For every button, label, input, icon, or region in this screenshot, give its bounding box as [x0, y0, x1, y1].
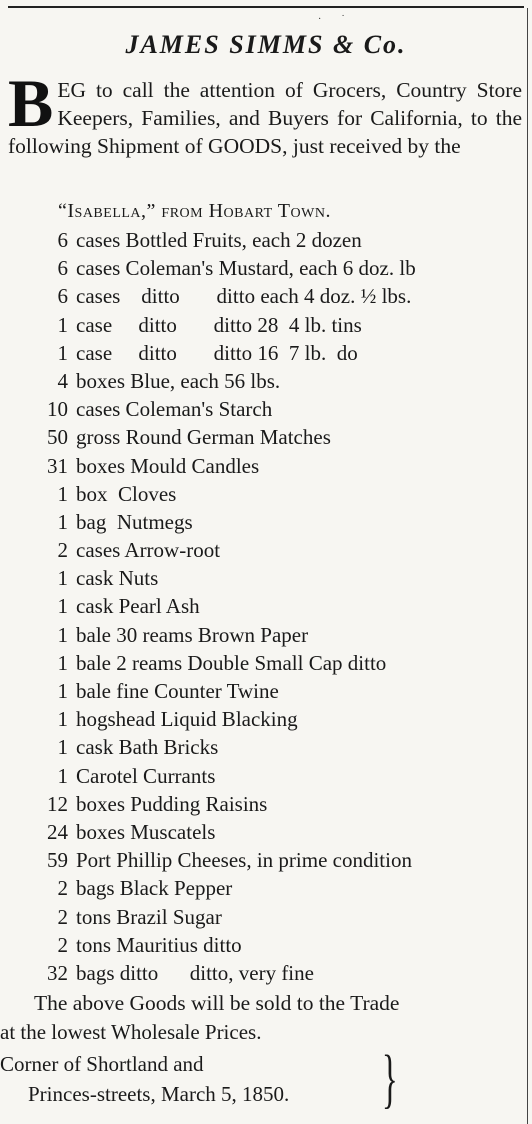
- item-description: cases Coleman's Starch: [76, 397, 273, 422]
- goods-item: [0, 649, 532, 677]
- goods-item: [0, 282, 532, 310]
- goods-item: [0, 733, 532, 761]
- item-description: case ditto ditto 16 7 lb. do: [76, 340, 358, 365]
- item-quantity: 1: [57, 312, 68, 337]
- item-quantity: 1: [57, 566, 68, 591]
- item-quantity: 1: [57, 735, 68, 760]
- address-line-1: Corner of Shortland and: [0, 1052, 204, 1077]
- goods-item: [0, 452, 532, 480]
- item-description: case ditto ditto 28 4 lb. tins: [76, 312, 362, 337]
- item-quantity: 59: [47, 848, 68, 873]
- item-quantity: 12: [47, 791, 68, 816]
- item-description: Port Phillip Cheeses, in prime condition: [76, 848, 412, 873]
- item-description: Carotel Currants: [76, 763, 216, 788]
- item-description: gross Round German Matches: [76, 425, 331, 450]
- item-description: cask Pearl Ash: [76, 594, 200, 619]
- item-quantity: 32: [47, 960, 68, 985]
- shipment-quote: “Isabella,” from Hobart Town.: [58, 200, 331, 222]
- goods-item: [0, 423, 532, 451]
- heading-name: JAMES SIMMS: [125, 30, 325, 59]
- item-quantity: 10: [47, 397, 68, 422]
- item-description: cask Bath Bricks: [76, 735, 219, 760]
- goods-item: [0, 592, 532, 620]
- print-specks: ·˙: [318, 14, 365, 25]
- item-description: tons Mauritius ditto: [76, 932, 242, 957]
- item-description: bale 2 reams Double Small Cap ditto: [76, 650, 387, 675]
- address-brace: }: [381, 1042, 398, 1116]
- address-lines: [0, 1049, 289, 1109]
- item-quantity: 2: [57, 904, 68, 929]
- intro-paragraph: [8, 65, 522, 160]
- item-description: cask Nuts: [76, 566, 159, 591]
- item-quantity: 2: [57, 932, 68, 957]
- goods-item: [0, 254, 532, 282]
- goods-item: [0, 846, 532, 874]
- goods-item: [0, 564, 532, 592]
- goods-item: [0, 311, 532, 339]
- item-description: bale 30 reams Brown Paper: [76, 622, 309, 647]
- heading-company: Co.: [363, 30, 407, 59]
- item-quantity: 2: [57, 876, 68, 901]
- address-block: [0, 1017, 261, 1047]
- item-quantity: 2: [57, 538, 68, 563]
- closing-line-2: at the lowest Wholesale Prices.: [0, 1020, 262, 1045]
- goods-item: [0, 903, 532, 931]
- item-quantity: 1: [57, 622, 68, 647]
- address-line-2: Princes-streets, March 5, 1850.: [28, 1082, 290, 1107]
- top-rule: [8, 6, 524, 8]
- item-description: box Cloves: [76, 481, 177, 506]
- closing-line-1: The above Goods will be sold to the Trade: [34, 991, 400, 1016]
- intro-text: EG to call the attention of Grocers, Country Store Keepers, Families, and Buyers for California, to the following Shipment of GOODS, just received by the: [8, 78, 522, 158]
- goods-item: [0, 395, 532, 423]
- item-description: tons Brazil Sugar: [76, 904, 222, 929]
- item-quantity: 6: [57, 228, 68, 252]
- item-quantity: 31: [47, 453, 68, 478]
- item-quantity: 6: [57, 284, 68, 309]
- item-description: boxes Mould Candles: [76, 453, 260, 478]
- drop-cap: B: [8, 65, 54, 141]
- advertiser-heading: [0, 30, 532, 60]
- item-description: hogshead Liquid Blacking: [76, 707, 298, 732]
- item-quantity: 1: [57, 340, 68, 365]
- item-quantity: 1: [57, 594, 68, 619]
- goods-item: [0, 621, 532, 649]
- item-description: bags Black Pepper: [76, 876, 233, 901]
- item-description: bale fine Counter Twine: [76, 679, 279, 703]
- item-quantity: 1: [57, 481, 68, 506]
- goods-item: [0, 339, 532, 367]
- item-description: cases Coleman's Mustard, each 6 doz. lb: [76, 256, 416, 281]
- item-description: boxes Pudding Raisins: [76, 791, 268, 816]
- goods-item: [0, 508, 532, 536]
- goods-item: [0, 705, 532, 733]
- goods-list: [0, 226, 532, 987]
- heading-ampersand: &: [332, 30, 356, 59]
- item-quantity: 1: [57, 763, 68, 788]
- goods-item: [0, 959, 532, 987]
- goods-item: [0, 818, 532, 846]
- goods-item: [0, 536, 532, 564]
- item-description: bag Nutmegs: [76, 509, 193, 534]
- item-description: cases ditto ditto each 4 doz. ½ lbs.: [76, 284, 412, 309]
- goods-item: [0, 931, 532, 959]
- item-quantity: 1: [57, 650, 68, 675]
- item-quantity: 1: [57, 509, 68, 534]
- goods-item: [0, 480, 532, 508]
- item-quantity: 6: [57, 256, 68, 281]
- closing-paragraph: [0, 989, 516, 1017]
- item-description: cases Arrow-root: [76, 538, 221, 563]
- goods-item: [0, 367, 532, 395]
- item-description: bags ditto ditto, very fine: [76, 960, 314, 985]
- item-quantity: 1: [57, 679, 68, 703]
- item-quantity: 24: [47, 819, 68, 844]
- item-quantity: 50: [47, 425, 68, 450]
- goods-item: [0, 790, 532, 818]
- goods-item: [0, 874, 532, 902]
- item-description: boxes Muscatels: [76, 819, 216, 844]
- item-description: cases Bottled Fruits, each 2 dozen: [76, 228, 362, 252]
- shipment-line: [58, 200, 331, 223]
- item-quantity: 1: [57, 707, 68, 732]
- goods-item: [0, 677, 532, 705]
- item-description: boxes Blue, each 56 lbs.: [76, 368, 281, 393]
- goods-item: [0, 226, 532, 254]
- item-quantity: 4: [57, 368, 68, 393]
- goods-item: [0, 762, 532, 790]
